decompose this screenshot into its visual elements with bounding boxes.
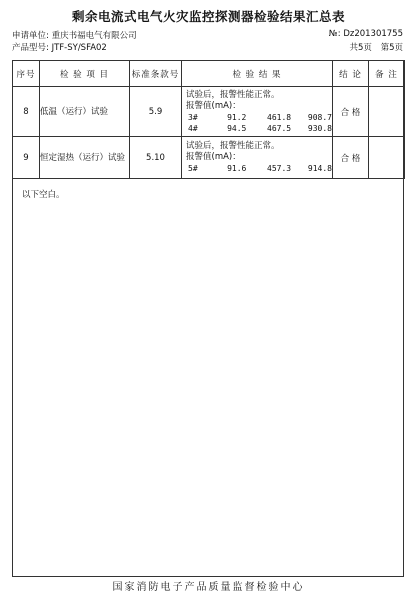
value-cell: 908.7: [307, 112, 332, 122]
value-row: [186, 123, 332, 134]
applicant-name: 重庆书福电气有限公司: [51, 31, 137, 41]
value-cell: 930.8: [307, 123, 332, 133]
row-item: 恒定湿热（运行）试验: [40, 137, 130, 179]
header-result: 检 验 结 果: [182, 61, 333, 87]
header-remark: 备 注: [369, 61, 405, 87]
row-result: [182, 87, 333, 137]
header-conclusion: 结 论: [333, 61, 369, 87]
table-row: [13, 87, 405, 137]
report-number: [329, 29, 403, 39]
report-number-label: №:: [328, 29, 341, 39]
blank-note: 以下空白。: [22, 190, 65, 200]
row-conclusion: 合 格: [333, 137, 369, 179]
header-item: 检 验 项 目: [40, 61, 130, 87]
sample-id: 4#: [188, 123, 198, 133]
result-line: 试验后，报警性能正常。: [186, 141, 280, 151]
result-line: 报警值(mA)：: [186, 100, 241, 111]
document-title: 剩余电流式电气火灾监控探测器检验结果汇总表: [71, 9, 345, 24]
row-result: [182, 137, 333, 179]
row-no: 8: [13, 87, 40, 137]
model-value: JTF-SY/SFA02: [51, 43, 107, 53]
value-cell: 461.8: [267, 112, 292, 122]
value-row: [186, 112, 332, 123]
value-cell: 94.5: [227, 123, 247, 133]
header-no: 序号: [13, 61, 40, 87]
footer-organization: 国家消防电子产品质量监督检验中心: [112, 582, 305, 593]
row-clause: 5.10: [130, 137, 182, 179]
row-remark: [369, 137, 405, 179]
model-label: 产品型号:: [12, 43, 49, 53]
row-clause: 5.9: [130, 87, 182, 137]
page-current: 第5页: [380, 43, 403, 53]
result-line: 报警值(mA)：: [186, 152, 241, 162]
table-row: [13, 137, 405, 179]
row-conclusion: 合 格: [333, 87, 369, 137]
report-number-value: Dz201301755: [343, 29, 403, 39]
row-remark: [369, 87, 405, 137]
results-table: [12, 60, 405, 179]
result-line: 试验后，报警性能正常。: [186, 89, 280, 100]
value-cell: 914.8: [307, 164, 332, 173]
value-row: [186, 163, 332, 174]
table-header-row: [13, 61, 405, 87]
sample-id: 5#: [188, 164, 198, 173]
row-item: 低温（运行）试验: [40, 87, 130, 137]
value-cell: 91.6: [227, 164, 247, 173]
header-clause: 标准条款号: [130, 61, 182, 87]
value-cell: 457.3: [267, 164, 292, 173]
pages-total: 共5页: [349, 43, 372, 53]
value-cell: 467.5: [267, 123, 292, 133]
applicant-line: [12, 29, 137, 41]
applicant-label: 申请单位:: [12, 31, 49, 41]
sample-id: 3#: [188, 112, 198, 122]
row-no: 9: [13, 137, 40, 179]
page-info: [349, 41, 403, 53]
model-line: [12, 41, 107, 53]
value-cell: 91.2: [227, 112, 247, 122]
